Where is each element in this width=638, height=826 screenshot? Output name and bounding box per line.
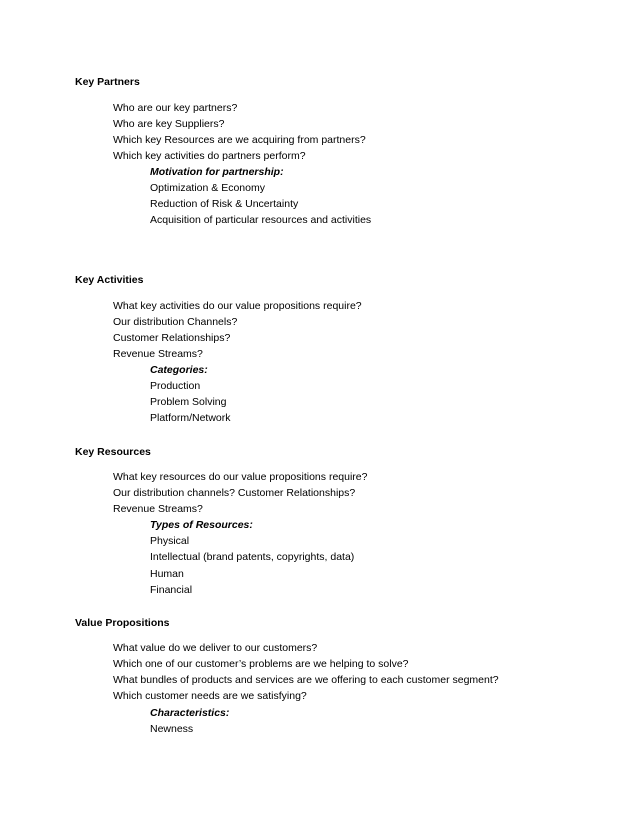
question-line: What value do we deliver to our customers? <box>113 642 318 654</box>
sub-heading: Types of Resources: <box>150 519 253 531</box>
section-heading: Key Activities <box>75 274 144 286</box>
question-line: Which customer needs are we satisfying? <box>113 690 307 702</box>
question-line: What key activities do our value propositions require? <box>113 300 362 312</box>
question-line: Revenue Streams? <box>113 348 203 360</box>
question-line: Customer Relationships? <box>113 332 231 344</box>
sub-item: Financial <box>150 584 193 596</box>
sub-heading: Characteristics: <box>150 707 230 719</box>
sub-heading: Categories: <box>150 364 208 376</box>
question-line: Revenue Streams? <box>113 503 203 515</box>
section-heading: Key Partners <box>75 76 140 88</box>
question-line: Our distribution Channels? <box>113 316 238 328</box>
question-line: Who are key Suppliers? <box>113 118 225 130</box>
sub-item: Platform/Network <box>150 412 231 424</box>
sub-item: Production <box>150 380 201 392</box>
question-line: Which key Resources are we acquiring from partners? <box>113 134 366 146</box>
section-heading: Value Propositions <box>75 617 170 629</box>
question-line: Who are our key partners? <box>113 102 238 114</box>
question-line: Our distribution channels? Customer Relationships? <box>113 487 356 499</box>
sub-item: Reduction of Risk & Uncertainty <box>150 198 299 210</box>
question-line: Which one of our customer’s problems are we helping to solve? <box>113 658 409 670</box>
sub-item: Intellectual (brand patents, copyrights, data) <box>150 551 355 563</box>
sub-item: Physical <box>150 535 190 547</box>
question-line: Which key activities do partners perform? <box>113 150 306 162</box>
sub-item: Problem Solving <box>150 396 227 408</box>
sub-item: Human <box>150 568 184 580</box>
question-line: What bundles of products and services are we offering to each customer segment? <box>113 674 499 686</box>
sub-item: Acquisition of particular resources and activities <box>150 214 372 226</box>
section-heading: Key Resources <box>75 446 151 458</box>
sub-item: Newness <box>150 723 194 735</box>
question-line: What key resources do our value propositions require? <box>113 471 368 483</box>
sub-item: Optimization & Economy <box>150 182 265 194</box>
sub-heading: Motivation for partnership: <box>150 166 284 178</box>
